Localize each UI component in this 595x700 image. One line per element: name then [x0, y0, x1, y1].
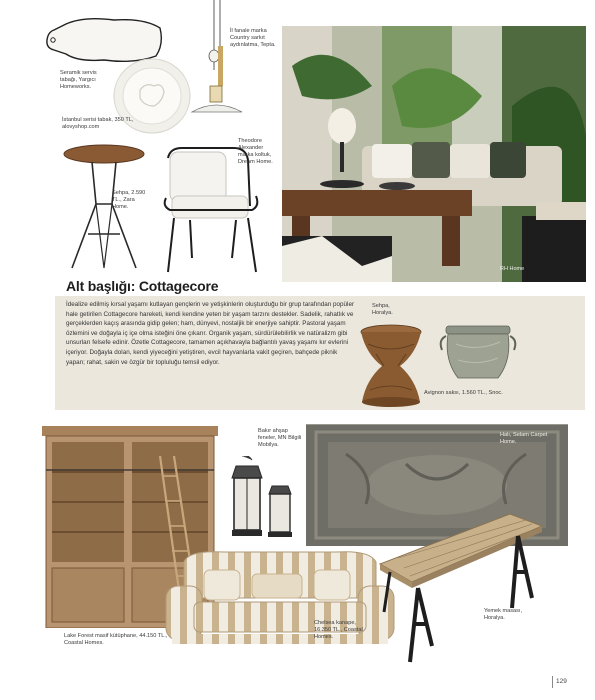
- side-table-caption: Sehpa, 2.590 TL., Zara Home.: [112, 190, 146, 210]
- dining-table-image: [378, 512, 548, 664]
- avignon-pot-image: [436, 320, 520, 382]
- dining-table-caption: Yemek masası, Horalya.: [484, 608, 523, 621]
- bookcase-caption: Lake Forest masif kütüphane, 44.150 TL., Coastal Homes.: [64, 633, 168, 646]
- page-number-rule: [552, 676, 553, 688]
- page-number: 129: [556, 678, 567, 685]
- wooden-stool-image: [356, 324, 426, 408]
- cottagecore-interior-photo: [282, 26, 586, 282]
- pot-caption: Avignon saksı, 1.560 TL., Snoc.: [424, 390, 503, 396]
- pendant-lamp-image: [186, 0, 256, 122]
- section-body: İdealize edilmiş kırsal yaşamı kutlayan gençlerin ve yetişkinlerin oluşturduğu bir grup tarafından popüler hale getirilen Cottagecore hareketi, kendi kendine yeten bir yaşam tarzını destekler. Sadelik, rahatlık ve gerçeklerden kaçış arasında gidip gelen; ham, dünyevi, nostaljik bir enerjiye sahiptir. Pastoral yaşam özlemini ve doğayla iç içe olma isteğini öne çıkarır. Organik yaşam, sürdürülebilirlik ve natüralizm gibi unsurları felsefe edinir. Özetle Cottagecore, tamamen açıkhavayla bağlantılı yavaş yaşamı kır evlerini içeriyor. Doğayla dolan, kendi yiyeceğini yetiştiren, evcil hayvanlarla vakit geçiren, bahçede piknik yapan; rahat, sakin ve özgür bir topluluğu temsil ediyor.: [66, 301, 355, 366]
- stool-caption: Sehpa, Horalya.: [372, 303, 393, 316]
- lamp-caption: İl fanale marka Country sarkıt aydınlatma, Tepta.: [230, 28, 276, 48]
- lanterns-caption: Bakır ahşap feneler, MN Bilgili Mobilya.: [258, 428, 302, 448]
- photo-credit: RH Home: [500, 266, 525, 272]
- copper-lanterns-image: [228, 456, 296, 542]
- tray-caption: Seramik servis tabağı, Yargıcı Homeworks.: [60, 70, 97, 90]
- armchair-caption: Theodore Alexander marka koltuk, Dream Home.: [238, 138, 273, 165]
- rug-caption: Halı, Selam Carpet Home.: [500, 432, 548, 445]
- plate-caption: İstanbul serisi tabak, 350 TL, alovyshop.com: [62, 117, 134, 130]
- section-heading: Alt başlığı: Cottagecore: [66, 278, 219, 294]
- sofa-caption: Chelsea kanape, 16.350 TL., Coastal Homes.: [314, 620, 363, 640]
